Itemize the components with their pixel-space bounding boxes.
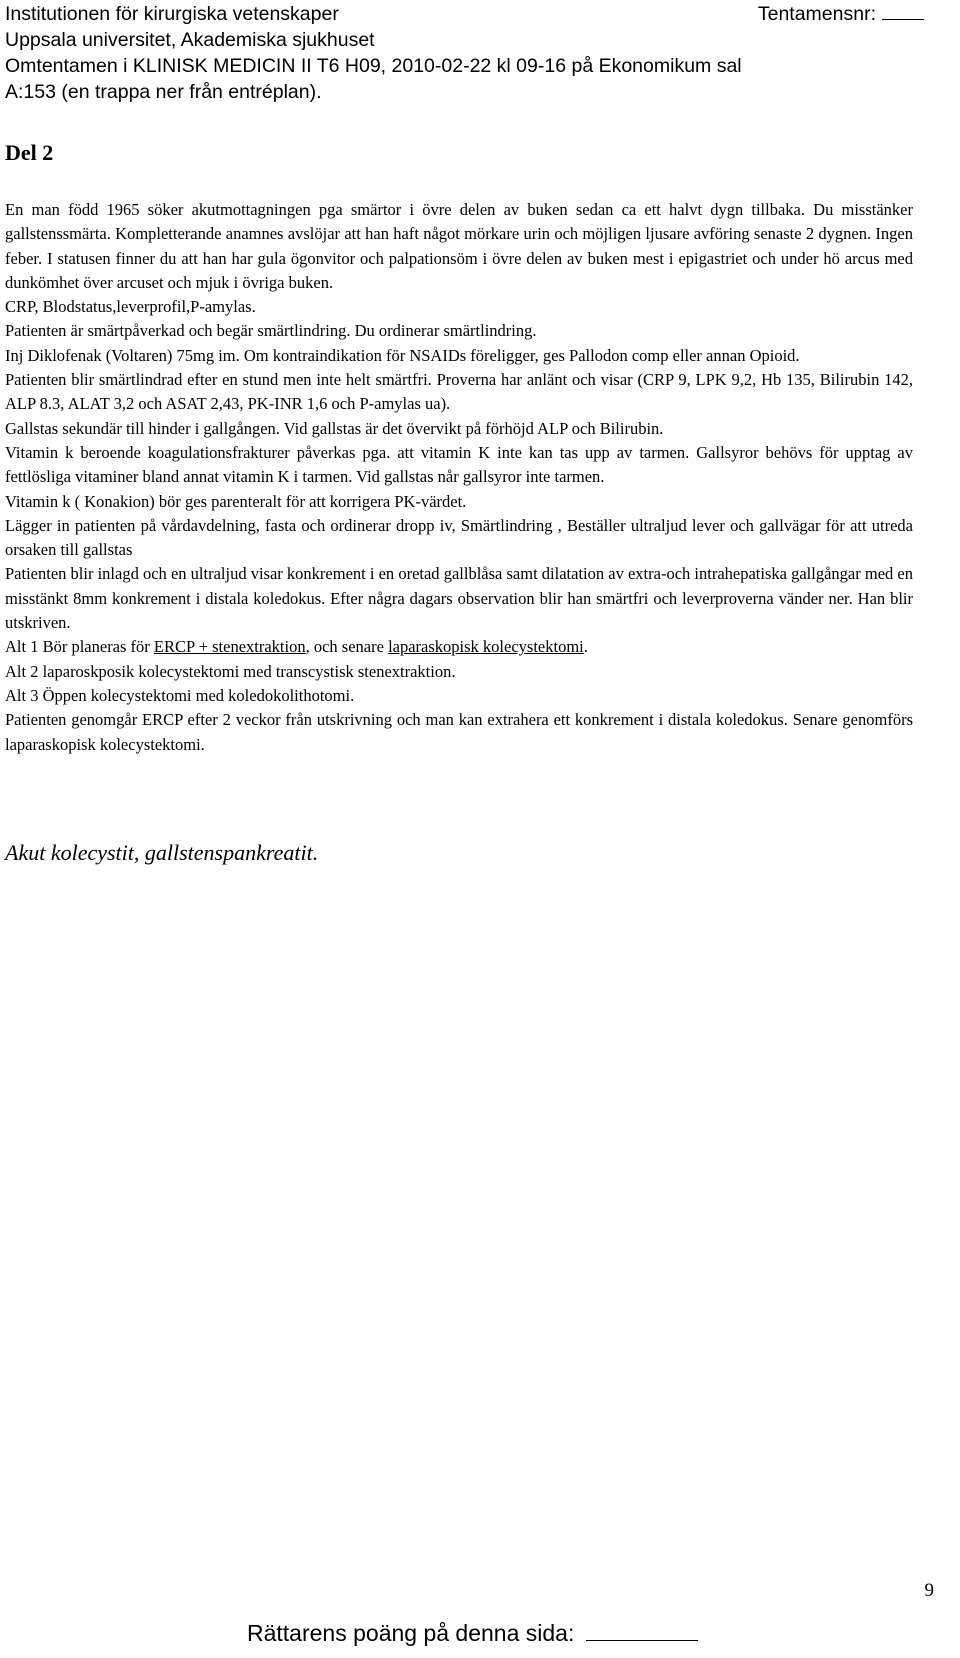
- alt-1-cholecystectomy: laparaskopisk kolecystektomi: [388, 637, 584, 657]
- header-university: Uppsala universitet, Akademiska sjukhuset: [5, 29, 375, 51]
- paragraph: En man född 1965 söker akutmottagningen pga smärtor i övre delen av buken sedan ca ett halvt dygn tillbaka. Du misstänker gallstenssmärta. Kompletterande anamnes avslöjar att han haft något mörkare urin och möjligen ljusare avföring senaste 2 dygnen. Ingen feber. I statusen finner du att han har gula ögonvitor och palpationsöm i övre delen av buken mest i epigastriet och under hö arcus med dunkömhet över arcuset och mjuk i övriga buken.: [5, 200, 913, 292]
- alt-1-mid: , och senare: [305, 637, 389, 657]
- grader-score-label: Rättarens poäng på denna sida:: [247, 1620, 575, 1646]
- exam-number-blank: [882, 5, 924, 20]
- paragraph: Patienten blir inlagd och en ultraljud visar konkrement i en oretad gallblåsa samt dilatation av extra-och intrahepatiska gallgångar med en misstänkt 8mm konkrement i distala koledokus. Efter några dagars observation blir han smärtfri och leverproverna vänder ner. Han blir utskriven.: [5, 564, 913, 633]
- header-institution: Institutionen för kirurgiska vetenskaper: [5, 3, 339, 25]
- exam-number-label: Tentamensnr:: [757, 3, 876, 25]
- conclusion: Akut kolecystit, gallstenspankreatit.: [5, 840, 319, 865]
- exam-number: [758, 2, 924, 26]
- paragraph: Lägger in patienten på vårdavdelning, fasta och ordinerar dropp iv, Smärtlindring , Beställer ultraljud lever och gallvägar för att utreda orsaken till gallstas: [5, 515, 913, 560]
- alt-1-paragraph: [5, 635, 913, 659]
- page-number: 9: [924, 1580, 934, 1601]
- paragraph: Patienten blir smärtlindrad efter en stund men inte helt smärtfri. Proverna har anlänt och visar (CRP 9, LPK 9,2, Hb 135, Bilirubin 142, ALP 8.3, ALAT 3,2 och ASAT 2,43, PK-INR 1,6 och P-amylas ua).: [5, 370, 913, 414]
- paragraph: Vitamin k beroende koagulationsfrakturer påverkas pga. att vitamin K inte kan tas upp av tarmen. Gallsyror behövs för upptag av fettlösliga vitaminer bland annat vitamin K i tarmen. Vid gallstas når gallsyror inte tarmen.: [5, 442, 913, 487]
- paragraph: Alt 2 laparoskposik kolecystektomi med transcystisk stenextraktion.: [5, 661, 456, 681]
- paragraph: Gallstas sekundär till hinder i gallgången. Vid gallstas är det övervikt på förhöjd ALP och Bilirubin.: [5, 418, 664, 438]
- paragraph: CRP, Blodstatus,leverprofil,P-amylas.: [5, 297, 256, 317]
- grader-score: [247, 1620, 698, 1647]
- alt-1-prefix: Alt 1 Bör planeras för: [5, 637, 154, 657]
- header-exam-info: Omtentamen i KLINISK MEDICIN II T6 H09, 2010-02-22 kl 09-16 på Ekonomikum sal: [5, 55, 742, 77]
- paragraph: Inj Diklofenak (Voltaren) 75mg im. Om kontraindikation för NSAIDs föreligger, ges Pallodon comp eller annan Opioid.: [5, 345, 800, 365]
- case-text: [5, 198, 913, 757]
- section-title: Del 2: [5, 140, 54, 165]
- alt-1-suffix: .: [583, 637, 588, 657]
- alt-1-ercp: ERCP + stenextraktion: [153, 637, 306, 657]
- grader-score-blank: [586, 1622, 698, 1641]
- paragraph: Patienten är smärtpåverkad och begär smärtlindring. Du ordinerar smärtlindring.: [5, 321, 537, 341]
- paragraph: Vitamin k ( Konakion) bör ges parenteralt för att korrigera PK-värdet.: [5, 491, 467, 511]
- paragraph: Alt 3 Öppen kolecystektomi med koledokolithotomi.: [5, 685, 355, 705]
- paragraph: Patienten genomgår ERCP efter 2 veckor från utskrivning och man kan extrahera ett konkrement i distala koledokus. Senare genomförs laparaskopisk kolecystektomi.: [5, 710, 913, 754]
- header-location: A:153 (en trappa ner från entréplan).: [5, 81, 322, 103]
